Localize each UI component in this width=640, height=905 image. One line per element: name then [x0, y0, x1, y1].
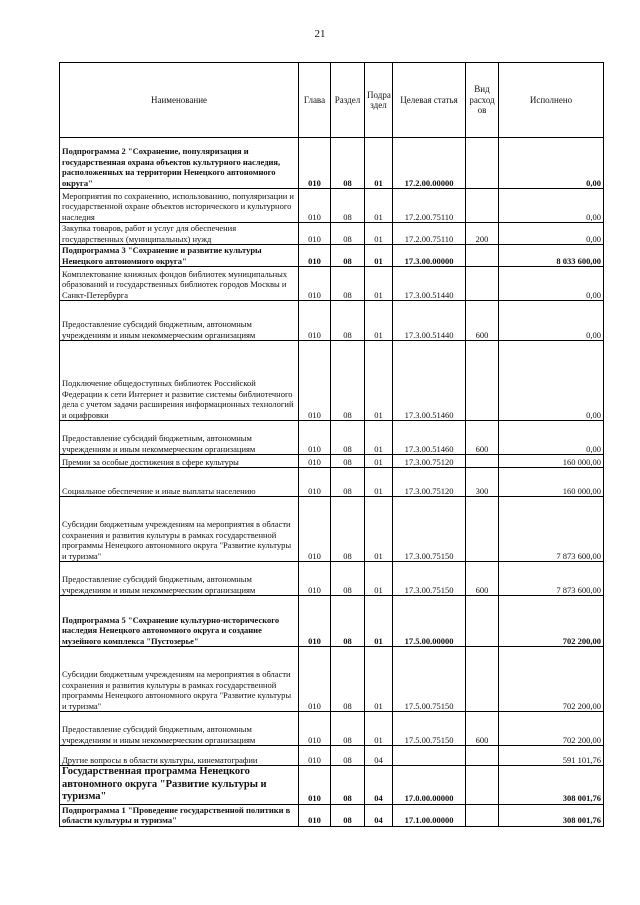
table-row — [60, 189, 604, 223]
row-glava: 010 — [299, 746, 331, 766]
row-podrazdel: 01 — [365, 497, 393, 562]
row-glava: 010 — [299, 468, 331, 497]
row-done: 160 000,00 — [499, 455, 604, 468]
row-razdel: 08 — [331, 562, 365, 596]
row-vid — [466, 596, 499, 647]
row-vid — [466, 647, 499, 712]
row-target: 17.2.00.75110 — [393, 189, 466, 223]
row-done: 308 001,76 — [499, 804, 604, 826]
header-razdel: Раздел — [331, 63, 365, 138]
row-done: 7 873 600,00 — [499, 562, 604, 596]
row-done: 0,00 — [499, 138, 604, 189]
row-podrazdel: 01 — [365, 712, 393, 746]
row-target: 17.2.00.75110 — [393, 223, 466, 245]
row-glava: 010 — [299, 497, 331, 562]
row-glava: 010 — [299, 341, 331, 421]
row-name: Подпрограмма 1 "Проведение государственной политики в области культуры и туризма" — [60, 804, 299, 826]
row-name: Субсидии бюджетным учреждениям на мероприятия в области сохранения и развития культуры в рамках государственной программы Ненецкого автономного округа "Развитие культуры и туризма" — [60, 497, 299, 562]
row-podrazdel: 04 — [365, 746, 393, 766]
row-name: Мероприятия по сохранению, использованию, популяризации и государственной охране объектов исторического и культурного наследия — [60, 189, 299, 223]
table-row — [60, 712, 604, 746]
row-target: 17.3.00.75150 — [393, 562, 466, 596]
table-row — [60, 468, 604, 497]
row-name: Подпрограмма 5 "Сохранение культурно-исторического наследия Ненецкого автономного округа и создание музейного комплекса "Пустозерье" — [60, 596, 299, 647]
table-row — [60, 804, 604, 826]
row-podrazdel: 01 — [365, 189, 393, 223]
row-razdel: 08 — [331, 341, 365, 421]
row-name: Предоставление субсидий бюджетным, автономным учреждениям и иным некоммерческим организациям — [60, 421, 299, 455]
row-razdel: 08 — [331, 766, 365, 805]
row-done: 0,00 — [499, 301, 604, 341]
row-vid: 600 — [466, 712, 499, 746]
budget-table — [59, 62, 604, 827]
row-name: Закупка товаров, работ и услуг для обеспечения государственных (муниципальных) нужд — [60, 223, 299, 245]
row-done: 308 001,76 — [499, 766, 604, 805]
row-done: 0,00 — [499, 421, 604, 455]
table-row — [60, 746, 604, 766]
table-row — [60, 596, 604, 647]
row-razdel: 08 — [331, 245, 365, 267]
row-vid — [466, 189, 499, 223]
table-row — [60, 223, 604, 245]
table-row — [60, 341, 604, 421]
row-razdel: 08 — [331, 468, 365, 497]
row-target: 17.0.00.00000 — [393, 766, 466, 805]
row-glava: 010 — [299, 189, 331, 223]
row-target — [393, 746, 466, 766]
table-row — [60, 562, 604, 596]
row-done: 8 033 600,00 — [499, 245, 604, 267]
row-glava: 010 — [299, 301, 331, 341]
row-glava: 010 — [299, 562, 331, 596]
row-podrazdel: 01 — [365, 421, 393, 455]
row-glava: 010 — [299, 267, 331, 301]
row-vid — [466, 245, 499, 267]
row-razdel: 08 — [331, 497, 365, 562]
row-razdel: 08 — [331, 712, 365, 746]
row-vid: 600 — [466, 421, 499, 455]
row-name: Субсидии бюджетным учреждениям на мероприятия в области сохранения и развития культуры в рамках государственной программы Ненецкого автономного округа "Развитие культуры и туризма" — [60, 647, 299, 712]
row-name: Подпрограмма 2 "Сохранение, популяризация и государственная охрана объектов культурного наследия, расположенных на территории Ненецкого автономного округа" — [60, 138, 299, 189]
header-row — [60, 63, 604, 138]
row-podrazdel: 01 — [365, 223, 393, 245]
row-podrazdel: 01 — [365, 138, 393, 189]
row-podrazdel: 01 — [365, 301, 393, 341]
row-done: 0,00 — [499, 267, 604, 301]
row-razdel: 08 — [331, 267, 365, 301]
row-glava: 010 — [299, 245, 331, 267]
row-done: 160 000,00 — [499, 468, 604, 497]
row-vid — [466, 341, 499, 421]
row-podrazdel: 04 — [365, 804, 393, 826]
header-name: Наименование — [60, 63, 299, 138]
table-row — [60, 497, 604, 562]
row-target: 17.3.00.00000 — [393, 245, 466, 267]
header-vid: Вид расход ов — [466, 63, 499, 138]
row-done: 702 200,00 — [499, 647, 604, 712]
row-target: 17.3.00.51440 — [393, 301, 466, 341]
table-row — [60, 301, 604, 341]
row-vid: 600 — [466, 301, 499, 341]
row-name: Другие вопросы в области культуры, кинематографии — [60, 746, 299, 766]
row-podrazdel: 01 — [365, 562, 393, 596]
row-glava: 010 — [299, 138, 331, 189]
row-razdel: 08 — [331, 138, 365, 189]
table-row — [60, 245, 604, 267]
row-done: 702 200,00 — [499, 712, 604, 746]
row-done: 591 101,76 — [499, 746, 604, 766]
row-done: 0,00 — [499, 341, 604, 421]
header-target: Целевая статья — [393, 63, 466, 138]
row-glava: 010 — [299, 455, 331, 468]
row-vid — [466, 766, 499, 805]
row-target: 17.3.00.75120 — [393, 455, 466, 468]
table-row — [60, 138, 604, 189]
row-vid: 200 — [466, 223, 499, 245]
row-target: 17.5.00.75150 — [393, 712, 466, 746]
table-row — [60, 455, 604, 468]
row-podrazdel: 01 — [365, 468, 393, 497]
row-podrazdel: 01 — [365, 596, 393, 647]
row-name: Предоставление субсидий бюджетным, автономным учреждениям и иным некоммерческим организациям — [60, 562, 299, 596]
row-podrazdel: 04 — [365, 766, 393, 805]
row-podrazdel: 01 — [365, 455, 393, 468]
row-glava: 010 — [299, 421, 331, 455]
row-razdel: 08 — [331, 421, 365, 455]
row-name: Подключение общедоступных библиотек Российской Федерации к сети Интернет и развитие системы библиотечного дела с учетом задачи расширения информационных технологий и оцифровки — [60, 341, 299, 421]
table-row — [60, 766, 604, 805]
row-target: 17.5.00.75150 — [393, 647, 466, 712]
row-podrazdel: 01 — [365, 267, 393, 301]
row-glava: 010 — [299, 712, 331, 746]
row-target: 17.1.00.00000 — [393, 804, 466, 826]
table-row — [60, 647, 604, 712]
row-vid — [466, 138, 499, 189]
row-glava: 010 — [299, 223, 331, 245]
row-vid — [466, 267, 499, 301]
row-razdel: 08 — [331, 804, 365, 826]
row-name: Предоставление субсидий бюджетным, автономным учреждениям и иным некоммерческим организациям — [60, 301, 299, 341]
header-done: Исполнено — [499, 63, 604, 138]
row-vid — [466, 455, 499, 468]
row-podrazdel: 01 — [365, 647, 393, 712]
row-vid: 600 — [466, 562, 499, 596]
table-row — [60, 421, 604, 455]
table-row — [60, 267, 604, 301]
row-razdel: 08 — [331, 596, 365, 647]
row-done: 702 200,00 — [499, 596, 604, 647]
row-target: 17.3.00.75120 — [393, 468, 466, 497]
row-razdel: 08 — [331, 455, 365, 468]
row-name: Премии за особые достижения в сфере культуры — [60, 455, 299, 468]
row-vid — [466, 497, 499, 562]
row-target: 17.2.00.00000 — [393, 138, 466, 189]
row-target: 17.3.00.51440 — [393, 267, 466, 301]
row-name: Комплектование книжных фондов библиотек муниципальных образований и государственных библиотек городов Москвы и Санкт-Петербурга — [60, 267, 299, 301]
row-razdel: 08 — [331, 223, 365, 245]
row-target: 17.3.00.75150 — [393, 497, 466, 562]
row-vid — [466, 746, 499, 766]
row-razdel: 08 — [331, 746, 365, 766]
page-number: 21 — [314, 28, 326, 40]
row-podrazdel: 01 — [365, 245, 393, 267]
row-razdel: 08 — [331, 189, 365, 223]
row-done: 7 873 600,00 — [499, 497, 604, 562]
row-razdel: 08 — [331, 301, 365, 341]
row-vid — [466, 804, 499, 826]
row-target: 17.3.00.51460 — [393, 341, 466, 421]
row-done: 0,00 — [499, 189, 604, 223]
row-razdel: 08 — [331, 647, 365, 712]
row-glava: 010 — [299, 766, 331, 805]
header-podrazdel: Подра здел — [365, 63, 393, 138]
row-glava: 010 — [299, 647, 331, 712]
row-vid: 300 — [466, 468, 499, 497]
header-glava: Глава — [299, 63, 331, 138]
row-done: 0,00 — [499, 223, 604, 245]
row-glava: 010 — [299, 804, 331, 826]
row-name: Социальное обеспечение и иные выплаты населению — [60, 468, 299, 497]
row-target: 17.3.00.51460 — [393, 421, 466, 455]
row-name: Государственная программа Ненецкого автономного округа "Развитие культуры и туризма" — [60, 766, 299, 805]
row-glava: 010 — [299, 596, 331, 647]
row-name: Подпрограмма 3 "Сохранение и развитие культуры Ненецкого автономного округа" — [60, 245, 299, 267]
row-name: Предоставление субсидий бюджетным, автономным учреждениям и иным некоммерческим организациям — [60, 712, 299, 746]
row-podrazdel: 01 — [365, 341, 393, 421]
row-target: 17.5.00.00000 — [393, 596, 466, 647]
